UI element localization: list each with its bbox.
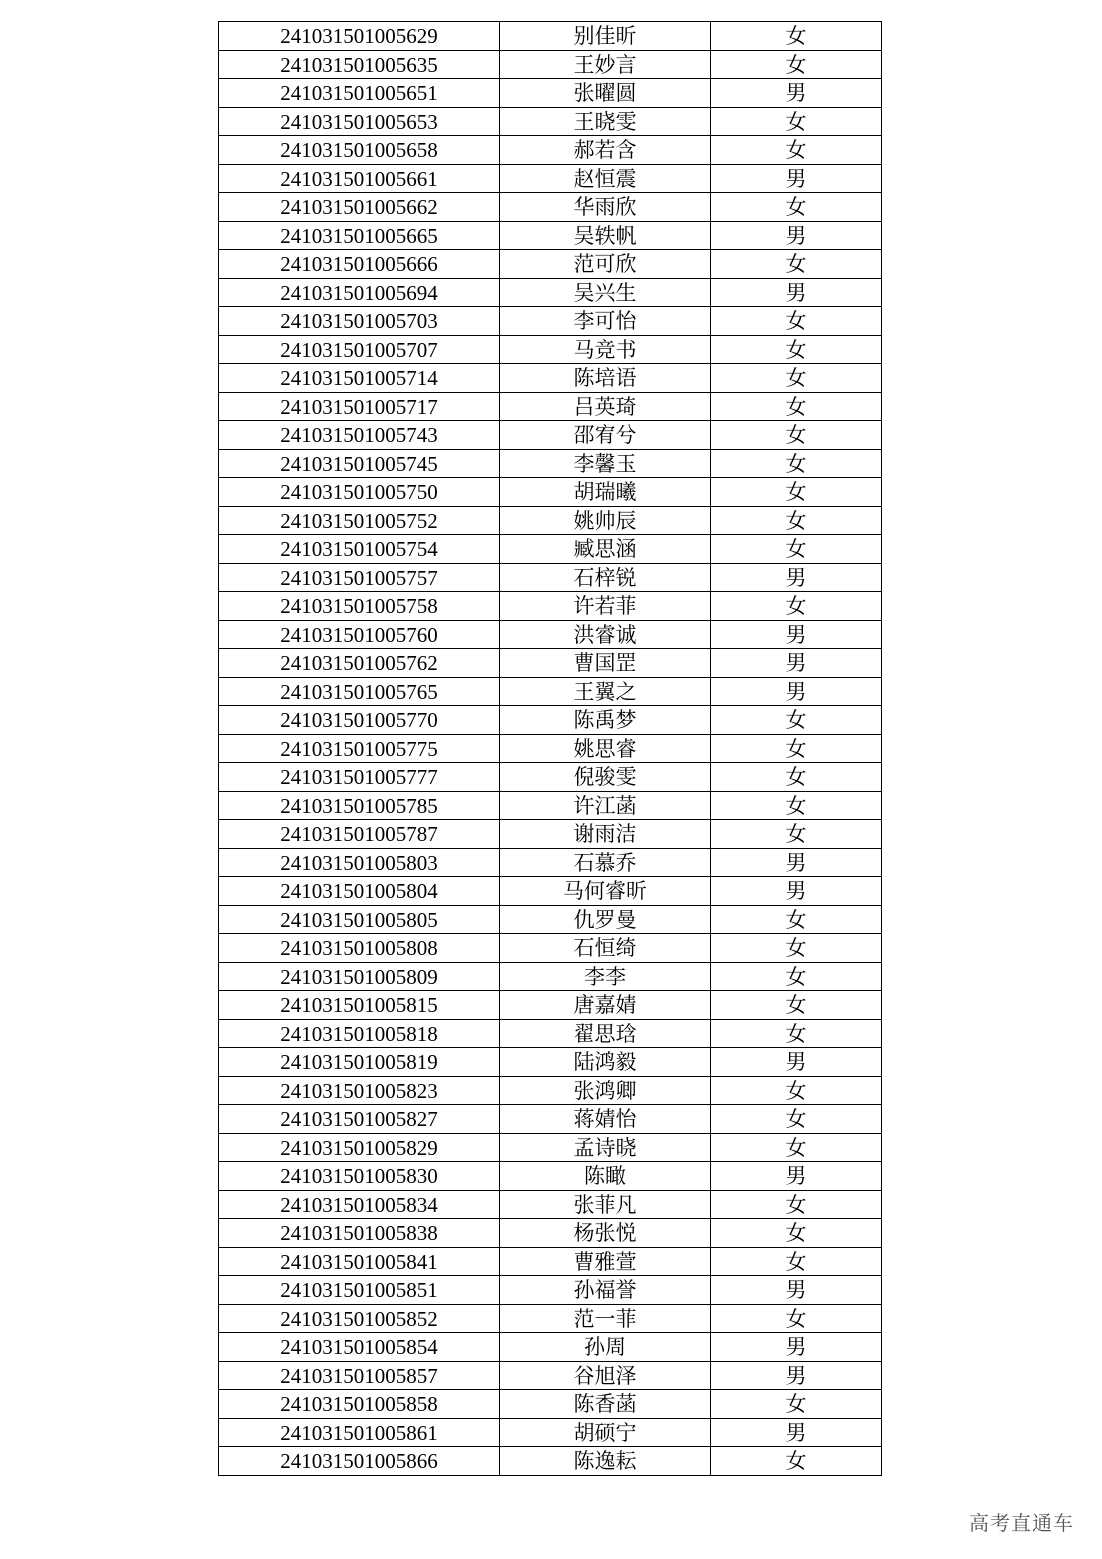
student-gender-cell: 女	[711, 1390, 882, 1419]
student-id-cell: 241031501005662	[219, 193, 500, 222]
student-name-cell: 邵宥兮	[500, 421, 711, 450]
student-name-cell: 谷旭泽	[500, 1361, 711, 1390]
student-gender-cell: 女	[711, 1447, 882, 1476]
student-name-cell: 马何睿昕	[500, 877, 711, 906]
student-name-cell: 李李	[500, 962, 711, 991]
student-name-cell: 李可怡	[500, 307, 711, 336]
student-gender-cell: 女	[711, 421, 882, 450]
student-name-cell: 石恒绮	[500, 934, 711, 963]
student-gender-cell: 女	[711, 1076, 882, 1105]
student-gender-cell: 男	[711, 848, 882, 877]
student-name-cell: 姚思睿	[500, 734, 711, 763]
student-id-cell: 241031501005854	[219, 1333, 500, 1362]
student-id-cell: 241031501005703	[219, 307, 500, 336]
student-gender-cell: 女	[711, 364, 882, 393]
table-row	[219, 1247, 882, 1276]
table-row	[219, 763, 882, 792]
student-id-cell: 241031501005694	[219, 278, 500, 307]
student-name-cell: 范可欣	[500, 250, 711, 279]
student-id-cell: 241031501005808	[219, 934, 500, 963]
table-row	[219, 820, 882, 849]
student-name-cell: 许若菲	[500, 592, 711, 621]
student-id-cell: 241031501005714	[219, 364, 500, 393]
student-id-cell: 241031501005819	[219, 1048, 500, 1077]
student-id-cell: 241031501005785	[219, 791, 500, 820]
student-gender-cell: 女	[711, 535, 882, 564]
student-gender-cell: 女	[711, 1304, 882, 1333]
student-id-cell: 241031501005665	[219, 221, 500, 250]
student-gender-cell: 男	[711, 278, 882, 307]
student-id-cell: 241031501005805	[219, 905, 500, 934]
table-row	[219, 79, 882, 108]
table-row	[219, 677, 882, 706]
table-row	[219, 563, 882, 592]
student-gender-cell: 女	[711, 734, 882, 763]
table-row	[219, 1105, 882, 1134]
student-name-cell: 陈禹梦	[500, 706, 711, 735]
student-gender-cell: 女	[711, 392, 882, 421]
student-id-cell: 241031501005651	[219, 79, 500, 108]
watermark-text: 高考直通车	[969, 1511, 1074, 1535]
student-gender-cell: 男	[711, 1418, 882, 1447]
student-gender-cell: 女	[711, 905, 882, 934]
student-id-cell: 241031501005666	[219, 250, 500, 279]
student-id-cell: 241031501005770	[219, 706, 500, 735]
table-row	[219, 1048, 882, 1077]
student-gender-cell: 女	[711, 478, 882, 507]
student-gender-cell: 女	[711, 506, 882, 535]
student-name-cell: 谢雨洁	[500, 820, 711, 849]
student-name-cell: 石梓锐	[500, 563, 711, 592]
table-row	[219, 934, 882, 963]
student-name-cell: 王晓雯	[500, 107, 711, 136]
table-row	[219, 1276, 882, 1305]
table-row	[219, 649, 882, 678]
student-name-cell: 吕英琦	[500, 392, 711, 421]
student-gender-cell: 女	[711, 763, 882, 792]
student-id-cell: 241031501005658	[219, 136, 500, 165]
student-id-cell: 241031501005866	[219, 1447, 500, 1476]
student-id-cell: 241031501005861	[219, 1418, 500, 1447]
table-row	[219, 877, 882, 906]
student-gender-cell: 女	[711, 250, 882, 279]
student-name-cell: 吴兴生	[500, 278, 711, 307]
student-gender-cell: 女	[711, 50, 882, 79]
student-name-cell: 臧思涵	[500, 535, 711, 564]
student-gender-cell: 女	[711, 136, 882, 165]
table-row	[219, 1162, 882, 1191]
table-row	[219, 991, 882, 1020]
student-id-cell: 241031501005717	[219, 392, 500, 421]
student-id-cell: 241031501005743	[219, 421, 500, 450]
student-name-cell: 姚帅辰	[500, 506, 711, 535]
table-row	[219, 962, 882, 991]
student-name-cell: 倪骏雯	[500, 763, 711, 792]
table-row	[219, 193, 882, 222]
table-row	[219, 1390, 882, 1419]
student-name-cell: 石慕乔	[500, 848, 711, 877]
table-row	[219, 620, 882, 649]
student-gender-cell: 男	[711, 164, 882, 193]
table-row	[219, 535, 882, 564]
table-row	[219, 1447, 882, 1476]
student-id-cell: 241031501005851	[219, 1276, 500, 1305]
student-gender-cell: 女	[711, 193, 882, 222]
student-gender-cell: 女	[711, 934, 882, 963]
student-id-cell: 241031501005752	[219, 506, 500, 535]
student-id-cell: 241031501005661	[219, 164, 500, 193]
student-name-cell: 洪睿诚	[500, 620, 711, 649]
table-row	[219, 50, 882, 79]
student-name-cell: 杨张悦	[500, 1219, 711, 1248]
table-row	[219, 335, 882, 364]
student-gender-cell: 女	[711, 107, 882, 136]
student-id-cell: 241031501005858	[219, 1390, 500, 1419]
student-id-cell: 241031501005834	[219, 1190, 500, 1219]
student-name-cell: 吴轶帆	[500, 221, 711, 250]
table-row	[219, 107, 882, 136]
student-name-cell: 孟诗晓	[500, 1133, 711, 1162]
table-row	[219, 392, 882, 421]
student-id-cell: 241031501005829	[219, 1133, 500, 1162]
table-row	[219, 250, 882, 279]
roster-table-body	[219, 22, 882, 1476]
student-gender-cell: 男	[711, 877, 882, 906]
roster-table	[218, 21, 882, 1476]
table-row	[219, 791, 882, 820]
student-id-cell: 241031501005852	[219, 1304, 500, 1333]
student-id-cell: 241031501005629	[219, 22, 500, 51]
student-gender-cell: 女	[711, 307, 882, 336]
student-id-cell: 241031501005815	[219, 991, 500, 1020]
student-name-cell: 张菲凡	[500, 1190, 711, 1219]
student-name-cell: 陈香菡	[500, 1390, 711, 1419]
student-id-cell: 241031501005745	[219, 449, 500, 478]
student-id-cell: 241031501005818	[219, 1019, 500, 1048]
student-name-cell: 许江菡	[500, 791, 711, 820]
student-name-cell: 赵恒震	[500, 164, 711, 193]
student-gender-cell: 女	[711, 1190, 882, 1219]
student-id-cell: 241031501005809	[219, 962, 500, 991]
student-gender-cell: 男	[711, 563, 882, 592]
student-name-cell: 张曜圆	[500, 79, 711, 108]
student-gender-cell: 女	[711, 1133, 882, 1162]
table-row	[219, 592, 882, 621]
table-row	[219, 221, 882, 250]
student-gender-cell: 女	[711, 1219, 882, 1248]
table-row	[219, 1133, 882, 1162]
student-gender-cell: 男	[711, 620, 882, 649]
student-id-cell: 241031501005823	[219, 1076, 500, 1105]
table-row	[219, 1219, 882, 1248]
student-name-cell: 马竞书	[500, 335, 711, 364]
student-name-cell: 华雨欣	[500, 193, 711, 222]
table-row	[219, 706, 882, 735]
table-row	[219, 449, 882, 478]
student-id-cell: 241031501005765	[219, 677, 500, 706]
student-id-cell: 241031501005857	[219, 1361, 500, 1390]
student-name-cell: 仇罗曼	[500, 905, 711, 934]
student-id-cell: 241031501005754	[219, 535, 500, 564]
student-id-cell: 241031501005758	[219, 592, 500, 621]
student-name-cell: 范一菲	[500, 1304, 711, 1333]
student-name-cell: 李馨玉	[500, 449, 711, 478]
student-id-cell: 241031501005787	[219, 820, 500, 849]
student-id-cell: 241031501005841	[219, 1247, 500, 1276]
student-name-cell: 别佳昕	[500, 22, 711, 51]
student-id-cell: 241031501005803	[219, 848, 500, 877]
student-gender-cell: 女	[711, 1247, 882, 1276]
table-row	[219, 848, 882, 877]
student-id-cell: 241031501005830	[219, 1162, 500, 1191]
student-id-cell: 241031501005750	[219, 478, 500, 507]
student-gender-cell: 男	[711, 1048, 882, 1077]
table-row	[219, 1333, 882, 1362]
student-name-cell: 孙周	[500, 1333, 711, 1362]
table-row	[219, 905, 882, 934]
table-row	[219, 1076, 882, 1105]
student-name-cell: 陆鸿毅	[500, 1048, 711, 1077]
student-id-cell: 241031501005653	[219, 107, 500, 136]
table-row	[219, 421, 882, 450]
student-gender-cell: 女	[711, 22, 882, 51]
student-gender-cell: 女	[711, 820, 882, 849]
table-row	[219, 22, 882, 51]
student-name-cell: 张鸿卿	[500, 1076, 711, 1105]
table-row	[219, 1019, 882, 1048]
student-gender-cell: 女	[711, 991, 882, 1020]
student-gender-cell: 男	[711, 221, 882, 250]
student-gender-cell: 男	[711, 1361, 882, 1390]
table-row	[219, 1190, 882, 1219]
table-row	[219, 1418, 882, 1447]
student-name-cell: 陈瞰	[500, 1162, 711, 1191]
student-gender-cell: 女	[711, 1105, 882, 1134]
student-gender-cell: 男	[711, 1162, 882, 1191]
student-id-cell: 241031501005635	[219, 50, 500, 79]
student-name-cell: 孙福誉	[500, 1276, 711, 1305]
table-row	[219, 364, 882, 393]
student-gender-cell: 女	[711, 335, 882, 364]
student-gender-cell: 女	[711, 592, 882, 621]
student-id-cell: 241031501005838	[219, 1219, 500, 1248]
student-name-cell: 曹国罡	[500, 649, 711, 678]
table-row	[219, 1304, 882, 1333]
student-name-cell: 蒋婧怡	[500, 1105, 711, 1134]
student-name-cell: 陈逸耘	[500, 1447, 711, 1476]
student-name-cell: 郝若含	[500, 136, 711, 165]
student-gender-cell: 男	[711, 1333, 882, 1362]
student-name-cell: 唐嘉婧	[500, 991, 711, 1020]
student-name-cell: 曹雅萱	[500, 1247, 711, 1276]
student-gender-cell: 男	[711, 79, 882, 108]
table-row	[219, 278, 882, 307]
table-row	[219, 478, 882, 507]
student-gender-cell: 男	[711, 649, 882, 678]
table-row	[219, 734, 882, 763]
student-name-cell: 陈培语	[500, 364, 711, 393]
student-id-cell: 241031501005707	[219, 335, 500, 364]
table-row	[219, 164, 882, 193]
student-id-cell: 241031501005760	[219, 620, 500, 649]
student-gender-cell: 女	[711, 449, 882, 478]
table-row	[219, 307, 882, 336]
table-row	[219, 506, 882, 535]
table-row	[219, 136, 882, 165]
student-name-cell: 王翼之	[500, 677, 711, 706]
student-name-cell: 胡硕宁	[500, 1418, 711, 1447]
student-name-cell: 胡瑞曦	[500, 478, 711, 507]
student-gender-cell: 女	[711, 791, 882, 820]
student-id-cell: 241031501005775	[219, 734, 500, 763]
student-name-cell: 王妙言	[500, 50, 711, 79]
student-id-cell: 241031501005777	[219, 763, 500, 792]
student-gender-cell: 男	[711, 1276, 882, 1305]
student-id-cell: 241031501005804	[219, 877, 500, 906]
student-gender-cell: 女	[711, 962, 882, 991]
student-name-cell: 翟思琀	[500, 1019, 711, 1048]
table-row	[219, 1361, 882, 1390]
student-gender-cell: 男	[711, 677, 882, 706]
student-gender-cell: 女	[711, 706, 882, 735]
student-id-cell: 241031501005827	[219, 1105, 500, 1134]
student-gender-cell: 女	[711, 1019, 882, 1048]
student-id-cell: 241031501005762	[219, 649, 500, 678]
student-id-cell: 241031501005757	[219, 563, 500, 592]
